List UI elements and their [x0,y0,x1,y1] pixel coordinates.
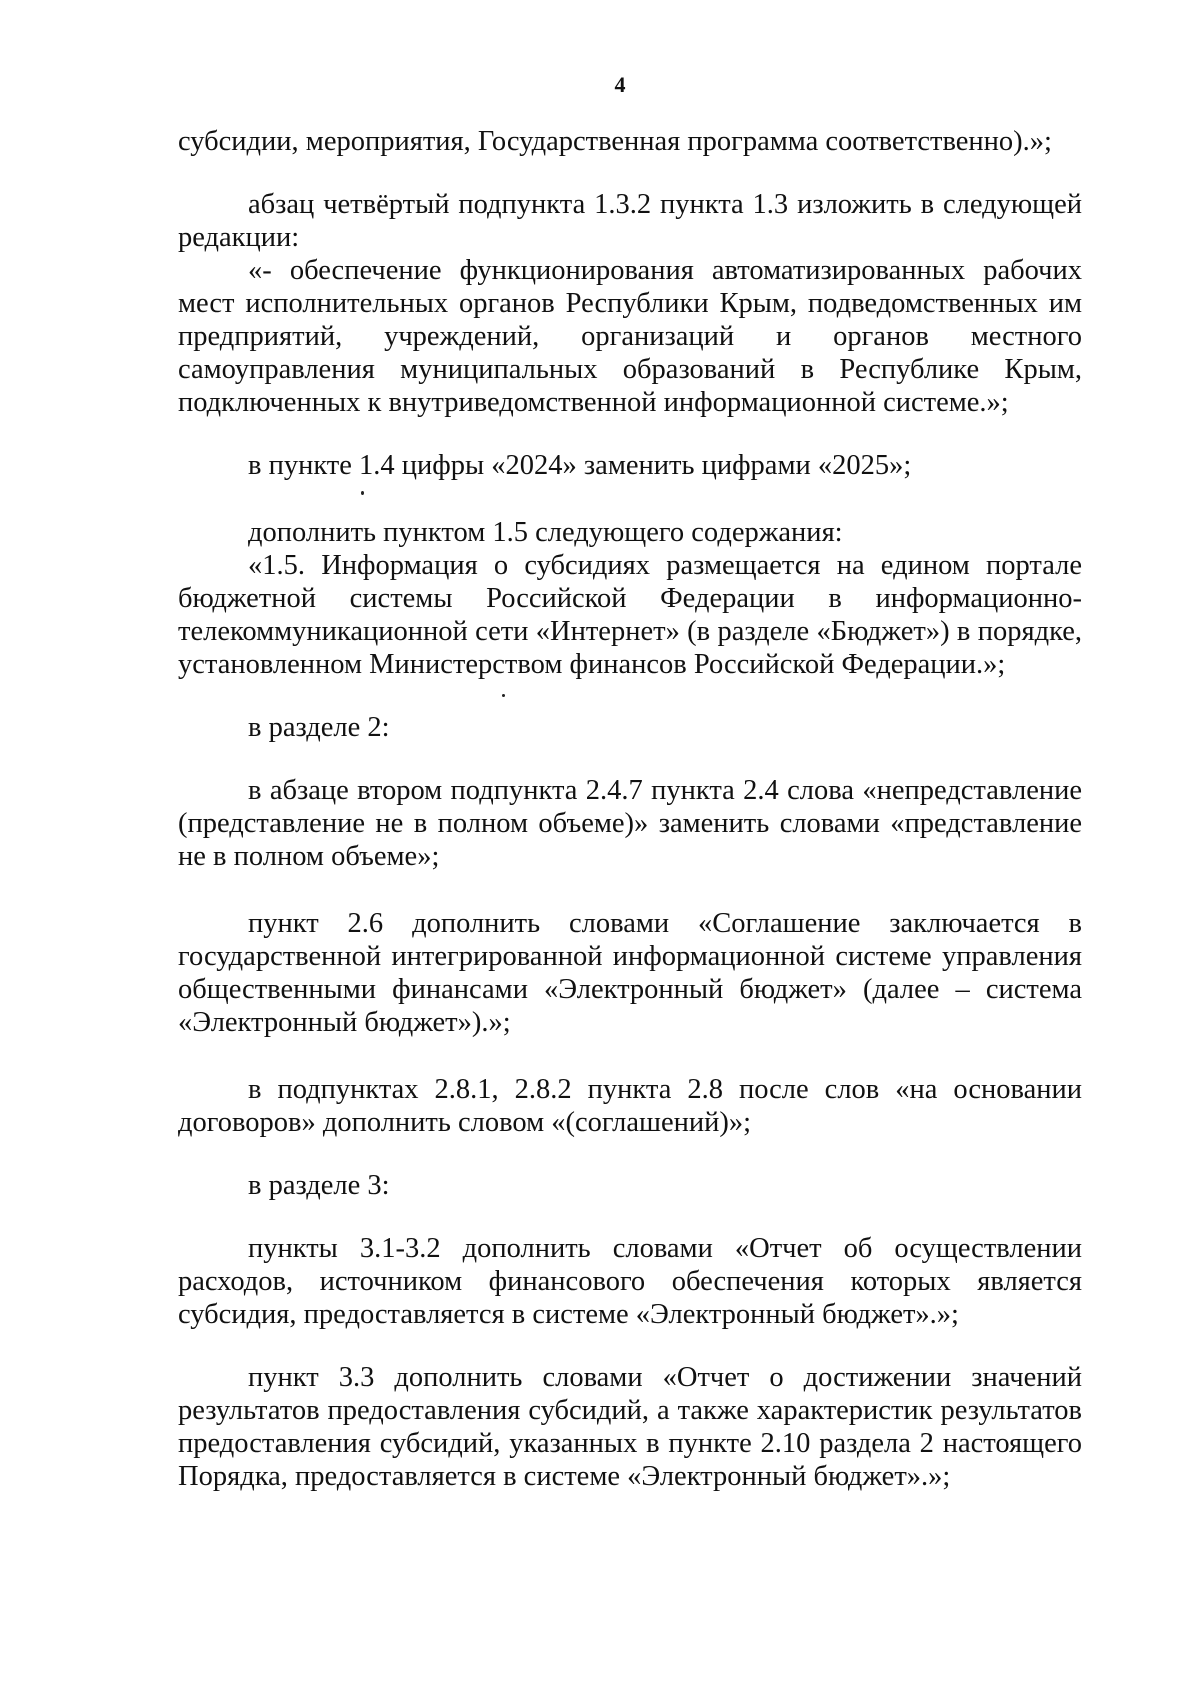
paragraph-amendment-2-4-7: в абзаце втором подпункта 2.4.7 пункта 2.4 слова «непредставление (представление не в полном объеме)» заменить словами «представление не в полном объеме»; [178,775,1082,872]
paragraph-quote-1-3-2: «- обеспечение функционирования автоматизированных рабочих мест исполнительных органов Республики Крым, подведомственных им предприятий, учреждений, организаций и органов местного самоуправления муниципальных образований в Республике Крым, подключенных к внутриведомственной информационной системе.»; [178,255,1082,418]
paragraph-amendment-3-1: пункты 3.1-3.2 дополнить словами «Отчет об осуществлении расходов, источником финансового обеспечения которых является субсидия, предоставляется в системе «Электронный бюджет».»; [178,1233,1082,1330]
scan-speck [502,694,505,697]
paragraph-amendment-3-3: пункт 3.3 дополнить словами «Отчет о достижении значений результатов предоставления субсидий, а также характеристик результатов предоставления субсидий, указанных в пункте 2.10 раздела 2 настоящего Порядка, предоставляется в системе «Электронный бюджет».»; [178,1362,1082,1492]
paragraph-add-1-5: дополнить пунктом 1.5 следующего содержания: [248,517,843,548]
paragraph-section-2: в разделе 2: [248,712,390,743]
paragraph-amendment-1-4: в пункте 1.4 цифры «2024» заменить цифрами «2025»; [248,450,912,481]
paragraph-section-3: в разделе 3: [248,1170,390,1201]
paragraph-amendment-2-8: в подпунктах 2.8.1, 2.8.2 пункта 2.8 после слов «на основании договоров» дополнить словом «(соглашений)»; [178,1074,1082,1138]
document-body [178,125,1082,1493]
page-number: 4 [614,72,626,97]
scan-speck [361,491,364,495]
paragraph-amendment-1-3-2: абзац четвёртый подпункта 1.3.2 пункта 1.3 изложить в следующей редакции: [178,189,1082,253]
paragraph-quote-1-5: «1.5. Информация о субсидиях размещается на едином портале бюджетной системы Российской Федерации в информационно-телекоммуникационной сети «Интернет» (в разделе «Бюджет») в порядке, установленном Министерством финансов Российской Федерации.»; [178,550,1082,680]
paragraph-continuation: субсидии, мероприятия, Государственная программа соответственно).»; [178,126,1052,157]
paragraph-amendment-2-6: пункт 2.6 дополнить словами «Соглашение заключается в государственной интегрированной информационной системе управления общественными финансами «Электронный бюджет» (далее – система «Электронный бюджет»).»; [178,908,1082,1038]
